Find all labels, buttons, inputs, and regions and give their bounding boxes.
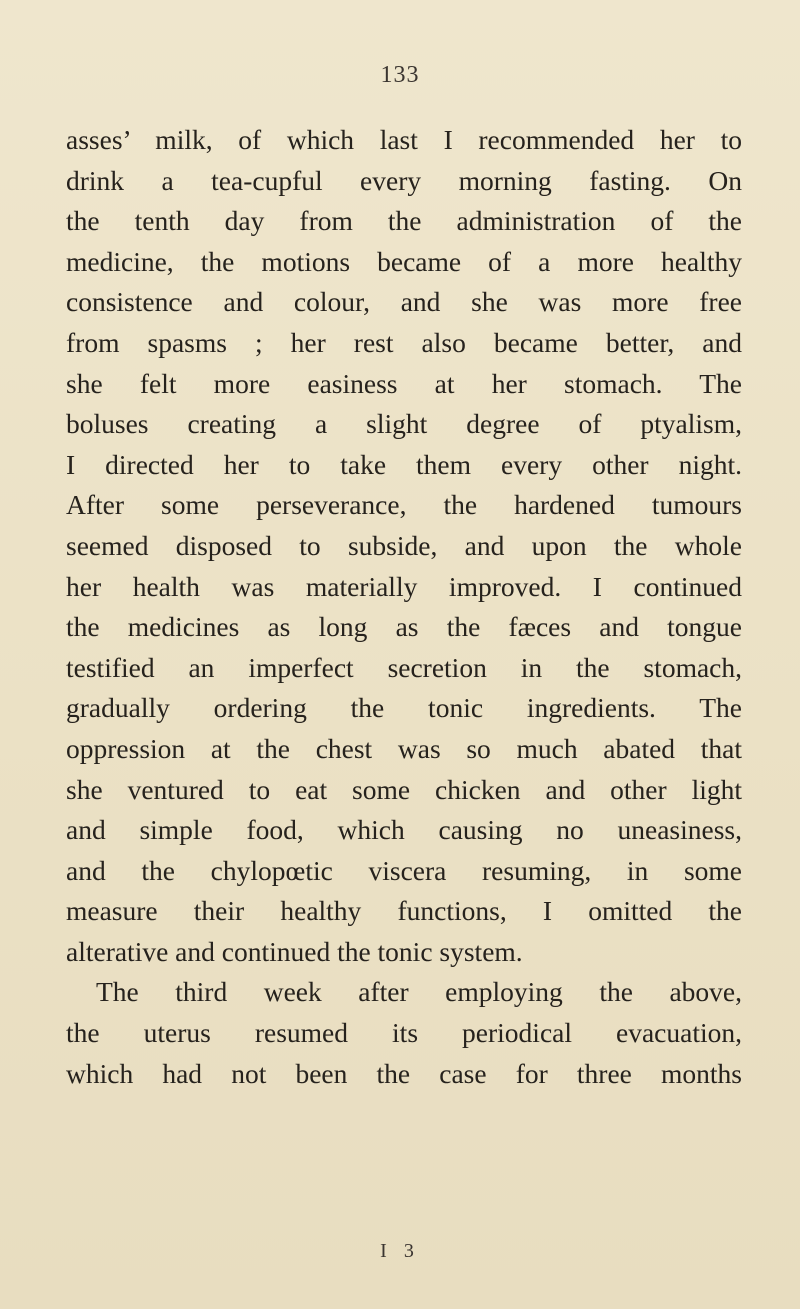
text-line: she felt more easiness at her stomach. The bbox=[66, 367, 742, 399]
text-line: and the chylopœtic viscera resuming, in some bbox=[66, 854, 742, 886]
text-line: the uterus resumed its periodical evacuation, bbox=[66, 1017, 742, 1049]
page-number: 133 bbox=[380, 62, 420, 88]
text-line: medicine, the motions became of a more healthy bbox=[66, 245, 742, 277]
text-line: boluses creating a slight degree of ptyalism, bbox=[66, 408, 742, 440]
text-line: and simple food, which causing no uneasiness, bbox=[66, 814, 742, 846]
text-line: the tenth day from the administration of the bbox=[66, 205, 742, 237]
text-line: she ventured to eat some chicken and other light bbox=[66, 773, 742, 805]
body-text bbox=[66, 120, 742, 1094]
text-line: measure their healthy functions, I omitted the bbox=[66, 895, 742, 927]
text-line: I directed her to take them every other night. bbox=[66, 448, 742, 480]
text-line: from spasms ; her rest also became better, and bbox=[66, 326, 742, 358]
text-line: seemed disposed to subside, and upon the whole bbox=[66, 529, 742, 561]
text-line: the medicines as long as the fæces and tongue bbox=[66, 611, 742, 643]
text-line: which had not been the case for three months bbox=[66, 1057, 742, 1089]
text-line: After some perseverance, the hardened tumours bbox=[66, 489, 742, 521]
paragraph-start-line: The third week after employing the above, bbox=[96, 976, 742, 1008]
text-line: consistence and colour, and she was more free bbox=[66, 286, 742, 318]
text-line: drink a tea-cupful every morning fasting. On bbox=[66, 164, 742, 196]
text-line: oppression at the chest was so much abated that bbox=[66, 732, 742, 764]
text-line: her health was materially improved. I continued bbox=[66, 570, 742, 602]
signature-mark: I 3 bbox=[380, 1240, 420, 1262]
text-line: testified an imperfect secretion in the stomach, bbox=[66, 651, 742, 683]
text-line: gradually ordering the tonic ingredients. The bbox=[66, 692, 742, 724]
text-line: asses’ milk, of which last I recommended her to bbox=[66, 124, 742, 155]
text-line: alterative and continued the tonic system. bbox=[66, 935, 523, 967]
